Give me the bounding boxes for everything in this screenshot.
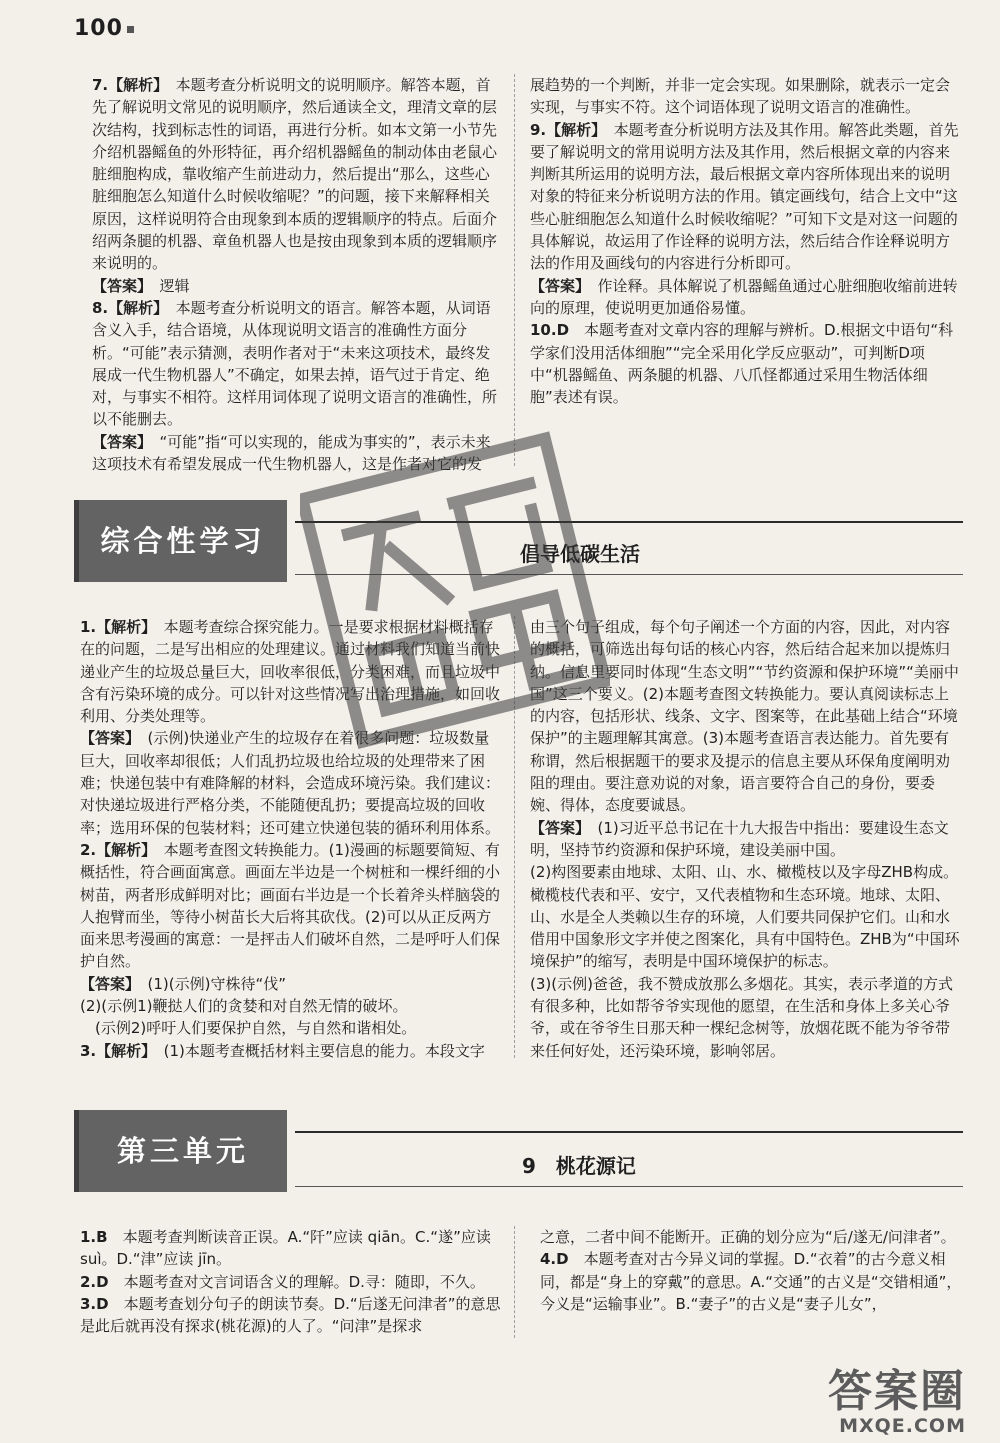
- section-banner-comprehensive: 综合性学习: [74, 500, 287, 582]
- section-banner-unit: 第三单元: [74, 1110, 287, 1192]
- answer-label: 7.【解析】: [92, 76, 161, 94]
- site-watermark: [828, 1366, 966, 1437]
- column-divider-middle: [514, 616, 515, 1058]
- answer-text: (示例)快递业产生的垃圾存在着很多问题：垃圾数量巨大，回收率却很低；人们乱扔垃圾也给垃圾的处理带来了困难；快递包装中有难降解的材料，会造成环境污染。我们建议：对快递垃圾进行严格分类，不能随便乱扔；要提高垃圾的回收率；选用环保的包装材料；还可建立快递包装的循环利用体系。: [80, 729, 501, 837]
- answer-paragraph: [540, 1226, 962, 1248]
- answer-label: 2.【解析】: [80, 840, 149, 859]
- answer-text: 本题考查分析说明文的说明顺序。解答本题，首先了解说明文常见的说明顺序，然后通读全文，理清文章的层次结构，找到标志性的词语，再进行分析。如本文第一小节先介绍机器鳐鱼的外形特征，再介绍机器鳐鱼的制动体由老鼠心脏细胞构成，靠收缩产生前进动力，然后提出“那么，这些心脏细胞怎么知道什么时候收缩呢？”的问题，接下来解释相关原因，这样说明符合由现象到本质的逻辑顺序的特点。后面介绍两条腿的机器、章鱼机器人也是按由现象到本质的逻辑顺序来说明的。: [92, 76, 498, 273]
- bottom-right-column: [540, 1226, 962, 1315]
- answer-label: 10.D: [530, 321, 570, 340]
- answer-paragraph: [92, 275, 502, 297]
- answer-label: 3.D: [80, 1294, 109, 1313]
- answer-paragraph: [80, 1293, 502, 1338]
- answer-text: 逻辑: [159, 276, 190, 295]
- top-left-column: [92, 74, 502, 475]
- answer-paragraph: [530, 74, 962, 119]
- section-title: 倡导低碳生活: [520, 542, 640, 566]
- section-rule: [295, 521, 963, 523]
- answer-paragraph: [80, 1226, 502, 1271]
- answer-text: (2)(示例1)鞭挞人们的贪婪和对自然无情的破坏。: [80, 997, 408, 1016]
- answer-label: 3.【解析】: [80, 1041, 149, 1060]
- answer-text: (示例2)呼吁人们要保护自然，与自然和谐相处。: [80, 1019, 417, 1038]
- answer-paragraph: [80, 973, 502, 995]
- answer-text: (1)习近平总书记在十九大报告中指出：要建设生态文明，坚持节约资源和保护环境，建设美丽中国。: [530, 818, 949, 859]
- answer-text: 本题考查划分句子的朗读节奏。D.“后遂无问津者”的意思是此后就再没有探求(桃花源)的人了。“问津”是探求: [80, 1294, 501, 1336]
- answer-label: 8.【解析】: [92, 298, 161, 317]
- answer-text: 本题考查对古今异义词的掌握。D.“衣着”的古今意义相同，都是“身上的穿戴”的意思。A.“交通”的古义是“交错相通”，今义是“运输事业”。B.“妻子”的古义是“妻子儿女”，: [540, 1250, 962, 1313]
- answer-label: 【答案】: [80, 974, 133, 993]
- answer-label: 9.【解析】: [530, 120, 599, 139]
- answer-paragraph: [80, 1040, 502, 1062]
- answer-paragraph: [80, 727, 502, 838]
- answer-text: 本题考查综合探究能力。一是要求根据材料概括存在的问题，二是写出相应的处理建议。通过材料我们知道当前快递业产生的垃圾总量巨大，回收率很低，分类困难，而且垃圾中含有污染环境的成分。可以针对这些情况写出治理措施，如回收利用、分类处理等。: [80, 618, 501, 726]
- middle-left-column: [80, 616, 502, 1062]
- answer-text: 由三个句子组成，每个句子阐述一个方面的内容，因此，对内容的概括，可筛选出每句话的核心内容，然后结合起来加以提炼归纳。信息里要同时体现“生态文明”“节约资源和保护环境”“美丽中国”这三个要义。(2)本题考查图文转换能力。要认真阅读标志上的内容，包括形状、线条、文字、图案等，在此基础上结合“环境保护”的主题理解其寓意。(3)本题考查语言表达能力。首先要有称谓，然后根据题干的要求及提示的信息主要从环保角度阐明劝阻的理由。要注意劝说的对象，语言要符合自己的身份，要委婉、得体，态度要诚恳。: [530, 618, 959, 815]
- answer-paragraph: [80, 839, 502, 973]
- answer-text: 本题考查对文章内容的理解与辨析。D.根据文中语句“科学家们没用活体细胞”“完全采用化学反应驱动”，可判断D项中“机器鳐鱼、两条腿的机器、八爪怪都通过采用生物活体细胞”表述有误。: [530, 321, 954, 407]
- answer-label: 1.B: [80, 1228, 108, 1246]
- watermark-url: MXQE.COM: [839, 1415, 966, 1437]
- answer-label: 2.D: [80, 1272, 109, 1291]
- lesson-title: 9 桃花源记: [522, 1154, 636, 1178]
- answer-text: 本题考查图文转换能力。(1)漫画的标题要简短、有概括性，符合画面寓意。画面左半边是一个树桩和一棵纤细的小树苗，两者形成鲜明对比；画面右半边是一个长着斧头样脑袋的人抱臂而坐，等待小树苗长大后将其砍伐。(2)可以从正反两方面来思考漫画的寓意：一是抨击人们破坏自然，二是呼吁人们保护自然。: [80, 840, 501, 971]
- answer-paragraph: [530, 319, 962, 408]
- column-divider-bottom: [514, 1226, 515, 1338]
- answer-paragraph: [530, 973, 962, 1062]
- section-rule: [295, 1131, 963, 1133]
- top-right-column: [530, 74, 962, 408]
- answer-paragraph: [80, 616, 502, 727]
- answer-label: 1.【解析】: [80, 618, 149, 636]
- answer-paragraph: [80, 995, 502, 1017]
- answer-paragraph: [530, 119, 962, 275]
- page-number: 100: [74, 16, 134, 41]
- answer-text: 作诠释。具体解说了机器鳐鱼通过心脏细胞收缩前进转向的原理，使说明更加通俗易懂。: [530, 276, 958, 317]
- answer-label: 【答案】: [92, 276, 145, 295]
- answer-text: (1)(示例)守株待“伐”: [147, 974, 287, 993]
- answer-paragraph: [530, 861, 962, 972]
- section-rule: [295, 1186, 963, 1187]
- bottom-left-column: [80, 1226, 502, 1337]
- section-rule: [295, 574, 963, 575]
- answer-paragraph: [80, 1271, 502, 1293]
- column-divider-top: [514, 74, 515, 466]
- answer-label: 【答案】: [530, 276, 583, 295]
- answer-text: 之意，二者中间不能断开。正确的划分应为“后/遂无/问津者”。: [540, 1228, 956, 1246]
- answer-text: (2)构图要素由地球、太阳、山、水、橄榄枝以及字母ZHB构成。橄榄枝代表和平、安宁，又代表植物和生态环境。地球、太阳、山、水是全人类赖以生存的环境，人们要共同保护它们。山和水借用中国象形文字并使之图案化，具有中国特色。ZHB为“中国环境保护”的缩写，表明是中国环境保护的标志。: [530, 863, 960, 971]
- answer-paragraph: [92, 297, 502, 431]
- answer-text: (1)本题考查概括材料主要信息的能力。本段文字: [163, 1041, 485, 1060]
- answer-text: 本题考查分析说明方法及其作用。解答此类题，首先要了解说明文的常用说明方法及其作用，然后根据文章的内容来判断其所运用的说明方法，最后根据文章内容所体现出来的说明对象的特征来分析说明方法的作用。镇定画线句，结合上文中“这些心脏细胞怎么知道什么时候收缩呢？”可知下文是对这一问题的具体解说，故运用了作诠释的说明方法，然后结合作诠释说明方法的作用及画线句的内容进行分析即可。: [530, 120, 959, 273]
- watermark-logo-text: 答案圈: [828, 1366, 966, 1417]
- answer-paragraph: [530, 275, 962, 320]
- answer-label: 【答案】: [92, 432, 145, 451]
- answer-label: 【答案】: [530, 818, 583, 837]
- answer-label: 【答案】: [80, 729, 133, 748]
- answer-text: (3)(示例)爸爸，我不赞成放那么多烟花。其实，表示孝道的方式有很多种，比如帮爷爷实现他的愿望，在生活和身体上多关心爷爷，或在爷爷生日那天种一棵纪念树等，放烟花既不能为爷爷带来任何好处，还污染环境，影响邻居。: [530, 974, 953, 1060]
- answer-text: 本题考查对文言词语含义的理解。D.寻：随即，不久。: [123, 1272, 485, 1291]
- answer-paragraph: [92, 74, 502, 275]
- answer-paragraph: [92, 431, 502, 476]
- middle-right-column: [530, 616, 962, 1062]
- answer-paragraph: [530, 616, 962, 817]
- answer-paragraph: [530, 817, 962, 862]
- answer-text: “可能”指“可以实现的，能成为事实的”，表示未来这项技术有希望发展成一代生物机器人，这是作者对它的发: [92, 432, 491, 474]
- answer-paragraph: [540, 1248, 962, 1315]
- answer-label: 4.D: [540, 1250, 569, 1269]
- answer-text: 展趋势的一个判断，并非一定会实现。如果删除，就表示一定会实现，与事实不符。这个词语体现了说明文语言的准确性。: [530, 76, 951, 117]
- answer-text: 本题考查判断读音正误。A.“阡”应读 qiān。C.“遂”应读 suì。D.“津”应读 jīn。: [80, 1228, 491, 1269]
- answer-paragraph: [80, 1017, 502, 1039]
- answer-text: 本题考查分析说明文的语言。解答本题，从词语含义入手，结合语境，从体现说明文语言的准确性方面分析。“可能”表示猜测，表明作者对于“未来这项技术，最终发展成一代生物机器人”不确定，如果去掉，语气过于肯定、绝对，与事实不相符。这样用词体现了说明文语言的准确性，所以不能删去。: [92, 298, 498, 429]
